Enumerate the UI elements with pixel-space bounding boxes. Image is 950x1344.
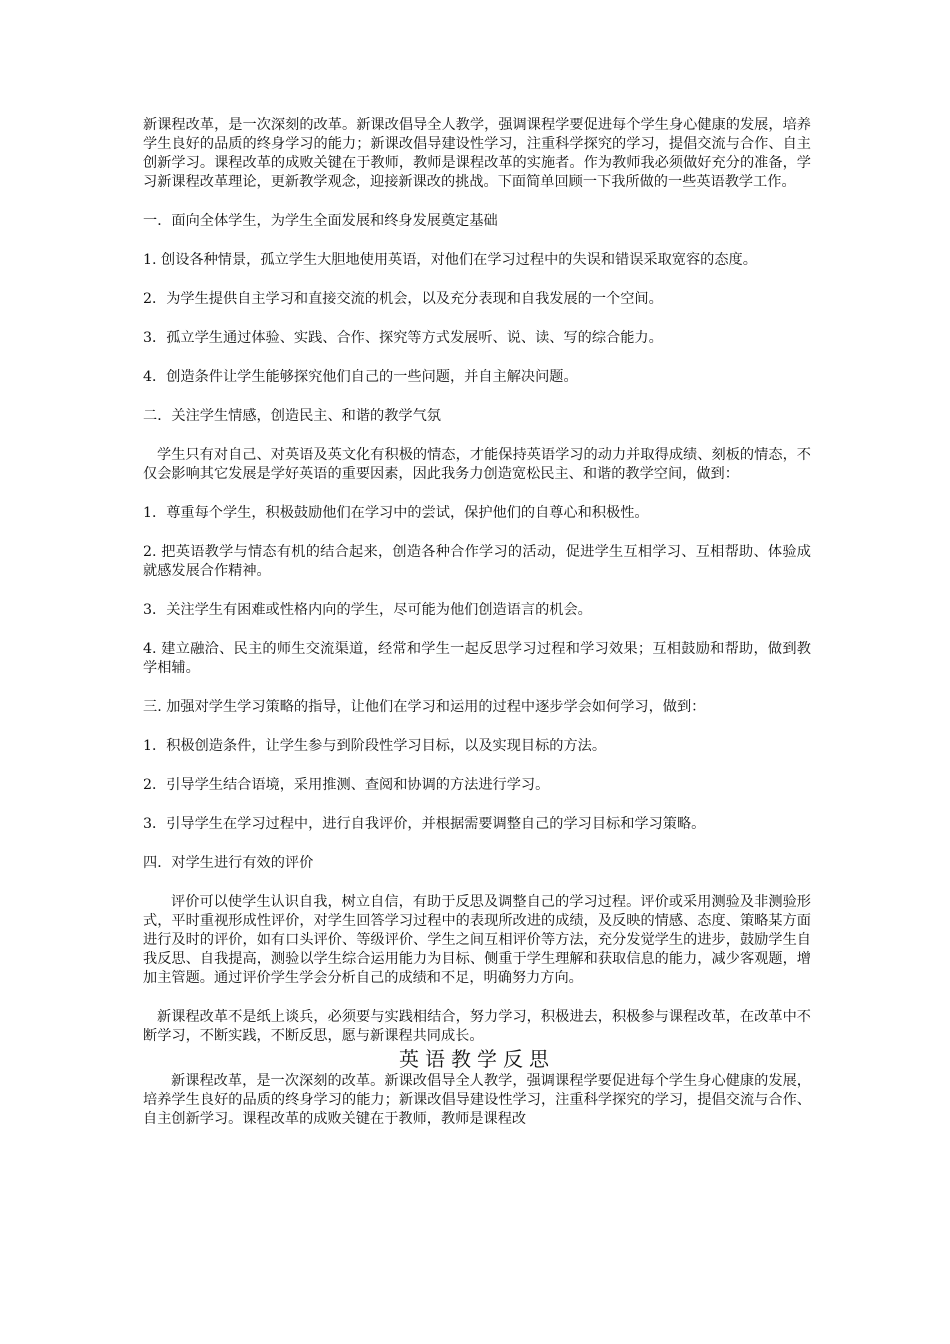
section-1-heading: 一．面向全体学生，为学生全面发展和终身发展奠定基础 [143,213,498,229]
document-title: 英语教学反思 [399,1047,555,1071]
document-page [143,116,811,1129]
section-3-item: 3．引导学生在学习过程中，进行自我评价，并根据需要调整自己的学习目标和学习策略。 [143,816,706,832]
intro-paragraph: 新课程改革，是一次深刻的改革。新课改倡导全人教学，强调课程学要促进每个学生身心健康的发展，培养学生良好的品质的终身学习的能力；新课改倡导建设性学习，注重科学探究的学习，提倡交流与合作、自主创新学习。课程改革的成败关键在于教师，教师是课程改革的实施者。作为教师我必须做好充分的准备，学习新课程改革理论，更新教学观念，迎接新课改的挑战。下面简单回顾一下我所做的一些英语教学工作。 [143,117,811,190]
section-1-item: 1. 创设各种情景，孤立学生大胆地使用英语，对他们在学习过程中的失误和错误采取宽容的态度。 [143,252,757,268]
section-2-item: 1．尊重每个学生，积极鼓励他们在学习中的尝试，保护他们的自尊心和积极性。 [143,505,649,521]
section-2-item: 3．关注学生有困难或性格内向的学生，尽可能为他们创造语言的机会。 [143,602,592,618]
section-4-heading: 四．对学生进行有效的评价 [143,855,314,871]
section-1-item: 4．创造条件让学生能够探究他们自己的一些问题，并自主解决问题。 [143,369,578,385]
section-1-item: 2．为学生提供自主学习和直接交流的机会，以及充分表现和自我发展的一个空间。 [143,291,663,307]
section-1-item: 3．孤立学生通过体验、实践、合作、探究等方式发展听、说、读、写的综合能力。 [143,330,663,346]
conclusion-paragraph: 新课程改革不是纸上谈兵，必须要与实践相结合，努力学习，积极进去，积极参与课程改革，在改革中不断学习，不断实践，不断反思，愿与新课程共同成长。 [143,1009,811,1044]
section-3-heading: 三. 加强对学生学习策略的指导，让他们在学习和运用的过程中逐步学会如何学习，做到： [143,699,706,715]
section-2-item: 4. 建立融洽、民主的师生交流渠道，经常和学生一起反思学习过程和学习效果；互相鼓励和帮助，做到教学相辅。 [143,641,811,676]
repeat-intro-paragraph: 新课程改革，是一次深刻的改革。新课改倡导全人教学，强调课程学要促进每个学生身心健康的发展，培养学生良好的品质的终身学习的能力；新课改倡导建设性学习，注重科学探究的学习，提倡交流与合作、自主创新学习。课程改革的成败关键在于教师，教师是课程改 [143,1073,811,1127]
section-2-item: 2. 把英语教学与情态有机的结合起来，创造各种合作学习的活动，促进学生互相学习、互相帮助、体验成就感发展合作精神。 [143,544,811,579]
section-4-paragraph: 评价可以使学生认识自我，树立自信，有助于反思及调整自己的学习过程。评价或采用测验及非测验形式，平时重视形成性评价，对学生回答学习过程中的表现所改进的成绩，及反映的情感、态度、策略某方面进行及时的评价，如有口头评价、等级评价、学生之间互相评价等方法，充分发觉学生的进步，鼓励学生自我反思、自我提高，测验以学生综合运用能力为目标、侧重于学生理解和获取信息的能力，减少客观题，增加主管题。通过评价学生学会分析自己的成绩和不足，明确努力方向。 [143,894,811,986]
section-2-paragraph: 学生只有对自己、对英语及英文化有积极的情态，才能保持英语学习的动力并取得成绩、刻板的情态，不仅会影响其它发展是学好英语的重要因素，因此我务力创造宽松民主、和谐的教学空间，做到： [143,447,811,482]
section-3-item: 2．引导学生结合语境，采用推测、查阅和协调的方法进行学习。 [143,777,550,793]
section-2-heading: 二．关注学生情感，创造民主、和谐的教学气氛 [143,408,441,424]
section-3-item: 1．积极创造条件，让学生参与到阶段性学习目标，以及实现目标的方法。 [143,738,607,754]
